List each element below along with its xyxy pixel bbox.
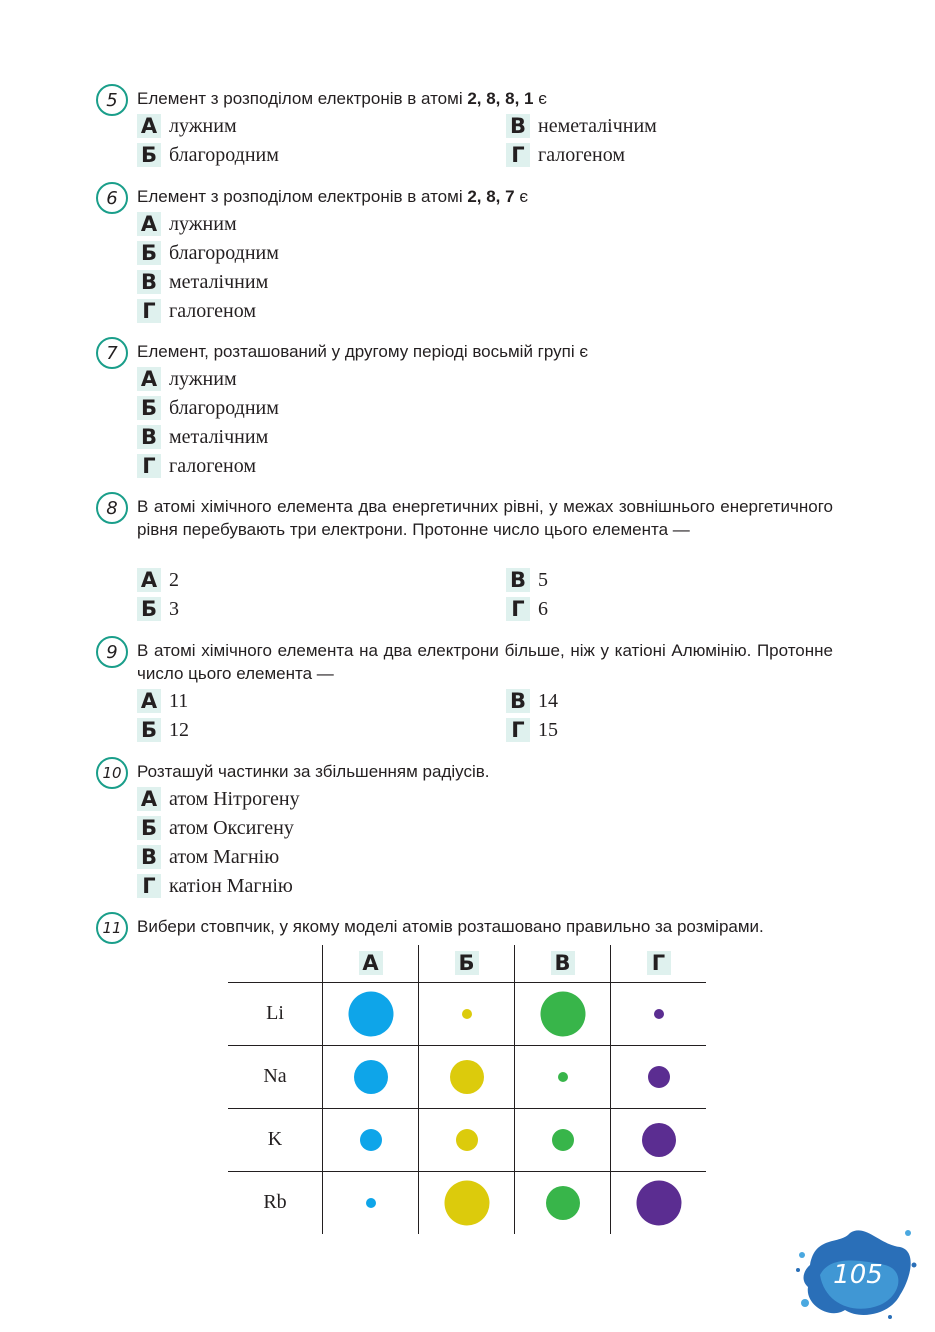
column-v[interactable]: В [515,945,611,982]
option-g[interactable]: Г 6 [506,597,548,621]
option-b[interactable]: Б 3 [137,597,179,621]
option-v[interactable]: В металічним [137,425,268,449]
column-a[interactable]: А [323,945,419,982]
question-text: В атомі хімічного елемента на два електрони більше, ніж у катіоні Алюмінію. Протонне число цього елемента — [137,641,833,683]
page-number-badge [790,1225,920,1325]
row-label: K [228,1108,323,1171]
option-g[interactable]: Г 15 [506,718,558,742]
row-label: Na [228,1045,323,1108]
atom-cell [419,1108,515,1171]
option-b[interactable]: Б 12 [137,718,189,742]
option-v[interactable]: В 14 [506,689,558,713]
atom-cell [323,1045,419,1108]
atom-circle [648,1066,670,1088]
option-g[interactable]: Г галогеном [137,454,256,478]
option-b[interactable]: Б благородним [137,143,279,167]
question-number: 11 [96,912,128,944]
question-text: Елемент з розподілом електронів в атомі 2, 8, 7 є [137,187,528,206]
atom-circle [540,991,585,1036]
question-number: 9 [96,636,128,668]
atom-cell [323,1171,419,1234]
atom-cell [419,1045,515,1108]
question-text: Розташуй частинки за збільшенням радіусів. [137,762,490,781]
column-g[interactable]: Г [611,945,707,982]
question-text: Вибери стовпчик, у якому моделі атомів розташовано правильно за розмірами. [137,917,764,936]
atom-circle [354,1060,388,1094]
atom-cell [515,1108,611,1171]
column-b[interactable]: Б [419,945,515,982]
page-number: 105 [833,1260,883,1290]
atom-cell [323,982,419,1045]
atom-cell [611,982,707,1045]
atom-circle [636,1180,681,1225]
option-a[interactable]: А лужним [137,114,237,138]
atom-cell [611,1045,707,1108]
atom-cell [323,1108,419,1171]
atom-circle [456,1129,478,1151]
atom-cell [515,1045,611,1108]
atom-circle [642,1123,676,1157]
question-text: Елемент, розташований у другому періоді восьмій групі є [137,342,589,361]
table-row [228,1108,706,1171]
option-v[interactable]: В атом Магнію [137,845,279,869]
question-number: 7 [96,337,128,369]
option-g[interactable]: Г галогеном [506,143,625,167]
question-number: 6 [96,182,128,214]
atom-circle [366,1198,376,1208]
atom-circle [558,1072,568,1082]
table-row [228,1045,706,1108]
option-v[interactable]: В металічним [137,270,268,294]
atom-circle [444,1180,489,1225]
question-text: Елемент з розподілом електронів в атомі 2, 8, 8, 1 є [137,89,547,108]
question-number: 5 [96,84,128,116]
question-number: 8 [96,492,128,524]
option-v[interactable]: В 5 [506,568,548,592]
question-text: В атомі хімічного елемента два енергетичних рівні, у межах зовнішнього енергетичного рівня перебувають три електрони. Протонне число цього елемента — [137,497,833,539]
atom-circle [552,1129,574,1151]
atom-circle [546,1186,580,1220]
atom-cell [515,982,611,1045]
atom-cell [419,1171,515,1234]
option-b[interactable]: Б благородним [137,241,279,265]
atom-circle [654,1009,664,1019]
option-a[interactable]: А атом Нітрогену [137,787,300,811]
table-row [228,1171,706,1234]
atom-circle [348,991,393,1036]
question-number: 10 [96,757,128,789]
option-a[interactable]: А 2 [137,568,179,592]
atom-cell [611,1171,707,1234]
atom-circle [360,1129,382,1151]
option-a[interactable]: А лужним [137,212,237,236]
table-row [228,982,706,1045]
option-g[interactable]: Г галогеном [137,299,256,323]
row-label: Li [228,982,323,1045]
option-b[interactable]: Б атом Оксигену [137,816,294,840]
option-a[interactable]: А 11 [137,689,188,713]
option-a[interactable]: А лужним [137,367,237,391]
atom-circle [462,1009,472,1019]
option-g[interactable]: Г катіон Магнію [137,874,293,898]
row-label: Rb [228,1171,323,1234]
option-b[interactable]: Б благородним [137,396,279,420]
atom-cell [611,1108,707,1171]
atom-cell [419,982,515,1045]
atom-cell [515,1171,611,1234]
atom-size-table [228,945,706,1234]
option-v[interactable]: В неметалічним [506,114,657,138]
atom-circle [450,1060,484,1094]
